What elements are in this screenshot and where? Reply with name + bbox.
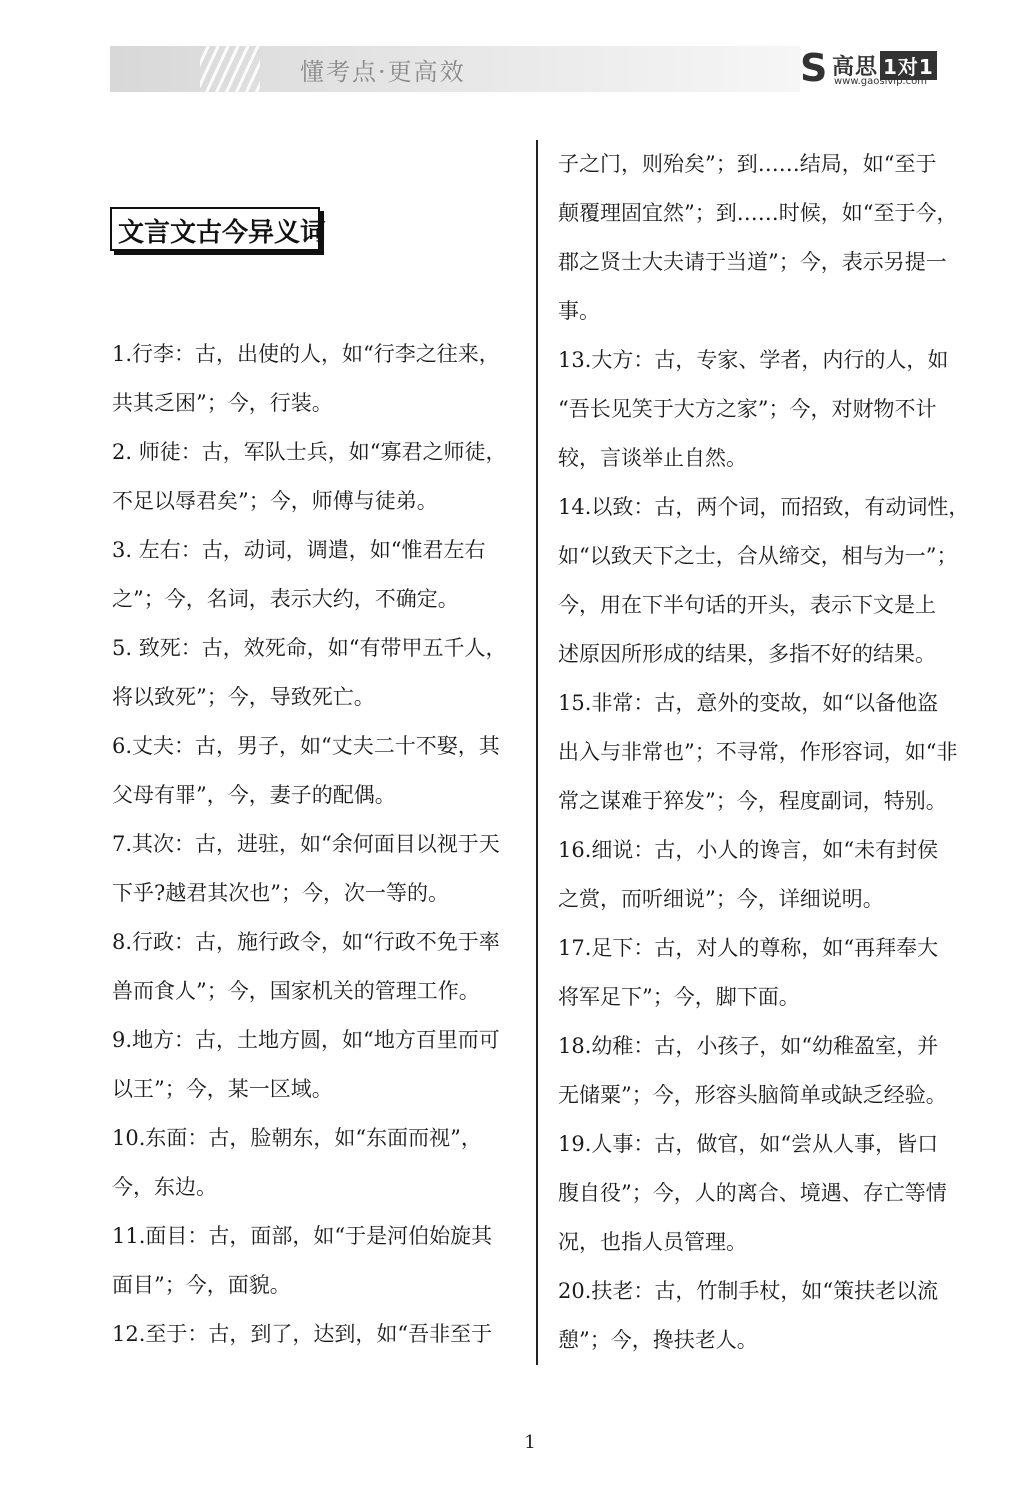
header-slogan: 懂考点·更高效 xyxy=(300,58,466,86)
text-line: 今，用在下半句话的开头，表示下文是上 xyxy=(558,593,936,617)
text-line: 兽而食人”；今，国家机关的管理工作。 xyxy=(112,979,480,1003)
text-line: 13.大方：古，专家、学者，内行的人，如 xyxy=(558,348,949,372)
text-line: 子之门，则殆矣”；到……结局，如“至于 xyxy=(558,152,937,176)
header-stripes xyxy=(200,46,260,92)
text-line: 之”；今，名词，表示大约，不确定。 xyxy=(112,587,459,611)
text-line: 将以致死”；今，导致死亡。 xyxy=(112,685,375,709)
text-line: 14.以致：古，两个词，而招致，有动词性， xyxy=(558,495,970,519)
text-line: “吾长见笑于大方之家”；今，对财物不计 xyxy=(558,397,937,421)
text-line: 2. 师徒：古，军队士兵，如“寡君之师徒， xyxy=(112,440,507,464)
text-line: 以王”；今，某一区域。 xyxy=(112,1077,333,1101)
text-line: 父母有罪”，今，妻子的配偶。 xyxy=(112,783,396,807)
text-line: 出入与非常也”；不寻常，作形容词，如“非 xyxy=(558,740,958,764)
text-line: 不足以辱君矣”；今，师傅与徒弟。 xyxy=(112,489,438,513)
text-line: 憩”；今，搀扶老人。 xyxy=(558,1328,758,1352)
text-line: 面目”；今，面貌。 xyxy=(112,1273,291,1297)
section-title-box xyxy=(110,207,327,251)
text-line: 7.其次：古，进驻，如“余何面目以视于天 xyxy=(112,832,500,856)
left-column xyxy=(112,330,506,1359)
text-line: 3. 左右：古，动词，调遣，如“惟君左右 xyxy=(112,538,486,562)
text-line: 况，也指人员管理。 xyxy=(558,1230,747,1254)
text-line: 郡之贤士大夫请于当道”；今，表示另提一 xyxy=(558,250,947,274)
text-line: 颠覆理固宜然”；到……时候，如“至于今， xyxy=(558,201,958,225)
text-line: 今，东边。 xyxy=(112,1175,217,1199)
logo-mark-icon: S xyxy=(800,46,828,90)
logo-number: 1对1 xyxy=(880,51,937,80)
text-line: 事。 xyxy=(558,299,600,323)
text-line: 16.细说：古，小人的谗言，如“未有封侯 xyxy=(558,838,939,862)
text-line: 15.非常：古，意外的变故，如“以备他盗 xyxy=(558,691,939,715)
text-line: 1.行李：古，出使的人，如“行李之往来， xyxy=(112,342,500,366)
text-line: 较，言谈举止自然。 xyxy=(558,446,747,470)
logo-name: 高思 xyxy=(832,55,879,80)
text-line: 6.丈夫：古，男子，如“丈夫二十不娶，其 xyxy=(112,734,500,758)
text-line: 8.行政：古，施行政令，如“行政不免于率 xyxy=(112,930,500,954)
text-line: 如“以致天下之士，合从缔交，相与为一”； xyxy=(558,544,958,568)
text-line: 18.幼稚：古，小孩子，如“幼稚盈室，并 xyxy=(558,1034,939,1058)
text-line: 5. 致死：古，效死命，如“有带甲五千人， xyxy=(112,636,507,660)
logo-url: www.gaosivip.com xyxy=(834,76,927,87)
text-line: 12.至于：古，到了，达到，如“吾非至于 xyxy=(112,1322,493,1346)
text-line: 无储粟”；今，形容头脑简单或缺乏经验。 xyxy=(558,1083,947,1107)
text-line: 17.足下：古，对人的尊称，如“再拜奉大 xyxy=(558,936,939,960)
text-line: 共其乏困”；今，行装。 xyxy=(112,391,333,415)
page-number: 1 xyxy=(524,1432,536,1453)
text-line: 19.人事：古，做官，如“尝从人事，皆口 xyxy=(558,1132,939,1156)
section-title: 文言文古今异义词 xyxy=(118,218,327,248)
text-line: 下乎?越君其次也”；今，次一等的。 xyxy=(112,881,449,905)
text-line: 述原因所形成的结果，多指不好的结果。 xyxy=(558,642,936,666)
column-divider xyxy=(536,140,538,1365)
text-line: 10.东面：古，脸朝东，如“东面而视”， xyxy=(112,1126,482,1150)
text-line: 9.地方：古，土地方圆，如“地方百里而可 xyxy=(112,1028,500,1052)
text-line: 将军足下”；今，脚下面。 xyxy=(558,985,800,1009)
text-line: 之赏，而听细说”；今，详细说明。 xyxy=(558,887,884,911)
text-line: 20.扶老：古，竹制手杖，如“策扶老以流 xyxy=(558,1279,939,1303)
right-column xyxy=(558,140,969,1365)
text-line: 腹自役”；今，人的离合、境遇、存亡等情 xyxy=(558,1181,947,1205)
text-line: 常之谋难于猝发”；今，程度副词，特别。 xyxy=(558,789,947,813)
text-line: 11.面目：古，面部，如“于是河伯始旋其 xyxy=(112,1224,493,1248)
brand-logo xyxy=(800,48,980,92)
